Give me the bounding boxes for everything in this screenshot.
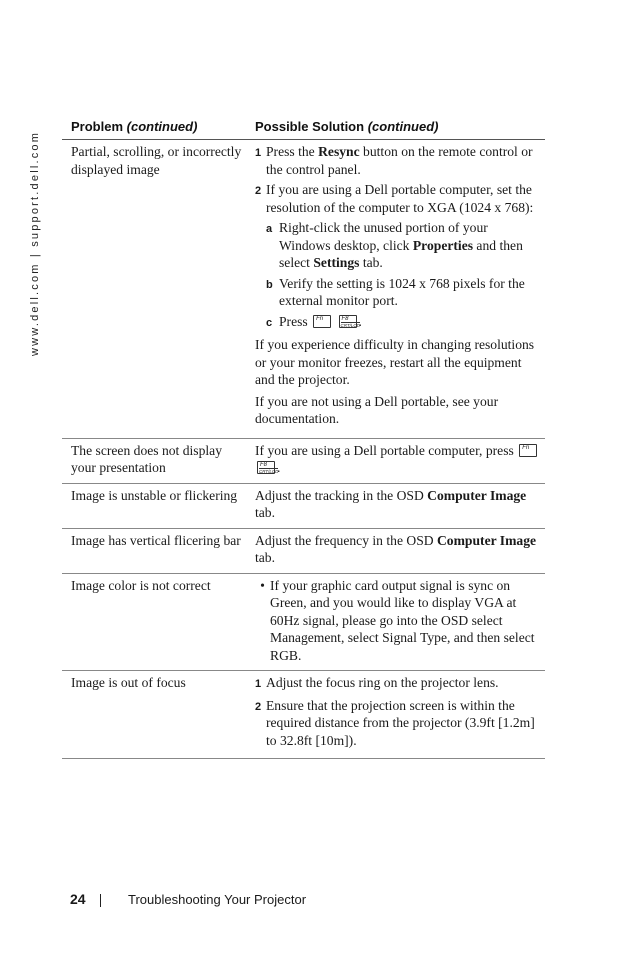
table-row xyxy=(62,671,545,759)
footer-separator xyxy=(100,894,101,907)
table-row xyxy=(62,439,545,484)
step-item: 2 If you are using a Dell portable computer, set the resolution of the computer to XGA (1024 x 768): xyxy=(255,182,534,215)
substep-letter: c xyxy=(266,316,273,329)
step-item: 1 Adjust the focus ring on the projector lens. xyxy=(255,674,541,694)
solution-cell: Adjust the tracking in the OSD Computer Image tab. xyxy=(255,487,527,520)
table-row xyxy=(62,574,545,672)
step-number: 2 xyxy=(255,185,262,197)
sidebar-url: www.dell.com | support.dell.com xyxy=(29,130,41,356)
step-item: 2 Ensure that the projection screen is within the required distance from the projector (3.9ft [1.2m] to 32.8ft [10m]). xyxy=(255,697,535,748)
step-number: 1 xyxy=(255,147,262,159)
table-row xyxy=(62,529,545,574)
solution-cell xyxy=(248,674,545,752)
table-row xyxy=(62,140,545,439)
solution-cell: Adjust the frequency in the OSD Computer Image tab. xyxy=(255,532,537,565)
crt-lcd-key-icon: F8 CRT/LCD xyxy=(259,462,279,474)
paragraph: If you are not using a Dell portable, see your documentation. xyxy=(255,393,499,426)
problem-cell: The screen does not display your presentation xyxy=(71,442,222,475)
substep-letter: b xyxy=(266,278,273,291)
table-row xyxy=(62,484,545,529)
problem-cell: Image has vertical flicering bar xyxy=(71,532,241,548)
problem-cell: Image is out of focus xyxy=(71,675,186,690)
crt-lcd-key-icon: F8 CRT/LCD xyxy=(340,315,360,328)
bullet-icon: • xyxy=(260,577,265,593)
solution-cell xyxy=(248,577,545,665)
substep-item: c Press Fn F8 CRT/LCD . xyxy=(266,313,541,333)
solution-cell: If you are using a Dell portable computer, press Fn F8 CRT/LCD . xyxy=(248,442,545,477)
fn-key-icon: Fn xyxy=(519,444,537,457)
step-item: 1 Press the Resync button on the remote control or the control panel. xyxy=(255,144,533,177)
substep-item: b Verify the setting is 1024 x 768 pixels for the external monitor port. xyxy=(266,275,525,308)
table-header xyxy=(62,114,545,140)
header-problem: Problem (continued) xyxy=(71,119,198,134)
problem-cell: Image color is not correct xyxy=(71,577,211,593)
bullet-item: • If your graphic card output signal is sync on Green, and you would like to display VGA at 60Hz signal, please go into the OSD select Management, select Signal Type, and then select RGB. xyxy=(255,577,541,665)
page-number: 24 xyxy=(70,891,86,907)
header-solution: Possible Solution (continued) xyxy=(255,119,439,134)
problem-cell: Image is unstable or flickering xyxy=(71,487,238,503)
substep-letter: a xyxy=(266,223,273,235)
footer-title: Troubleshooting Your Projector xyxy=(128,892,307,907)
solution-cell xyxy=(248,143,545,432)
step-number: 2 xyxy=(255,700,262,713)
troubleshooting-table xyxy=(62,114,545,759)
substep-item: a Right-click the unused portion of your Windows desktop, click Properties and then select Settings tab. xyxy=(266,220,523,270)
problem-cell: Partial, scrolling, or incorrectly displayed image xyxy=(71,144,242,177)
paragraph: If you experience difficulty in changing resolutions or your monitor freezes, restart all the equipment and the projector. xyxy=(255,337,535,387)
substeps xyxy=(266,219,541,332)
fn-key-icon: Fn xyxy=(313,315,331,328)
step-number: 1 xyxy=(255,678,262,690)
